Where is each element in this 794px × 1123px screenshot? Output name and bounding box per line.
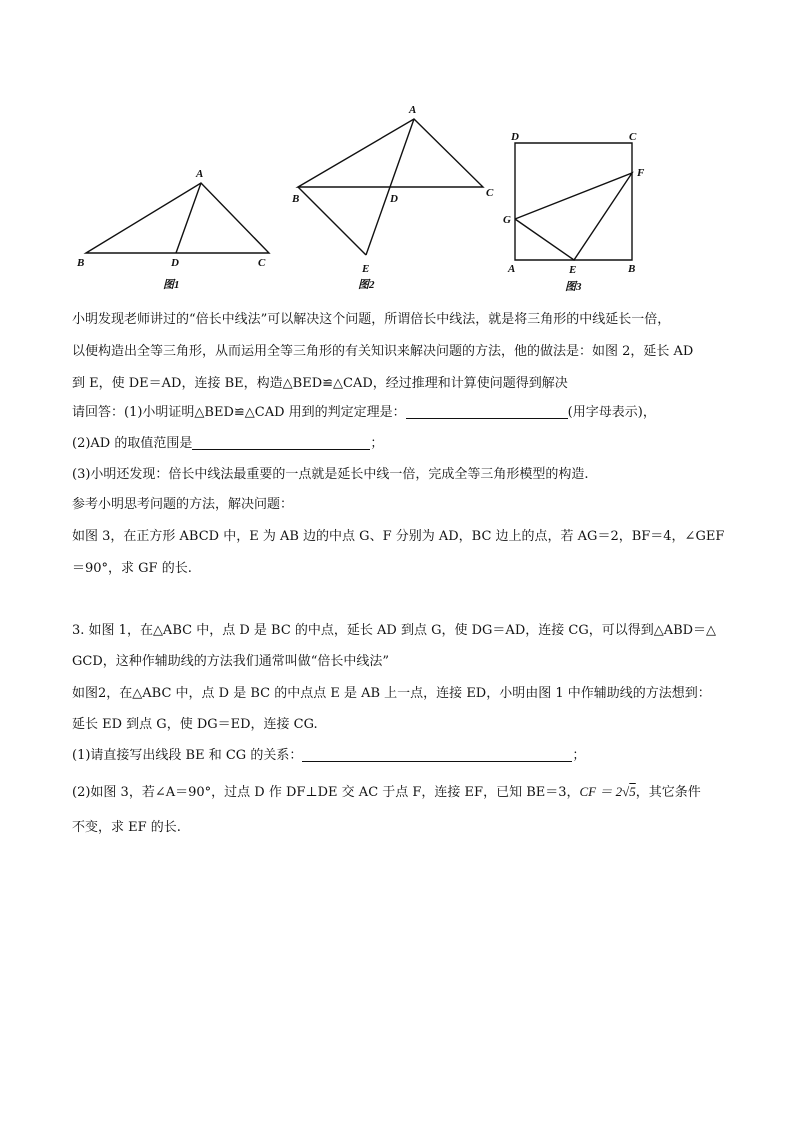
problem-3-fig2-line-2: 延长 ED 到点 G，使 DG＝ED，连接 CG. xyxy=(72,717,318,732)
fig3-label-d: D xyxy=(511,131,519,143)
reference-instruction: 参考小明思考问题的方法，解决问题： xyxy=(72,497,294,512)
fig1-label-d: D xyxy=(171,257,179,269)
fig3-label-e: E xyxy=(569,264,577,276)
answer-blank-1[interactable] xyxy=(406,404,568,419)
fig2-label-c: C xyxy=(486,187,494,199)
question-1 xyxy=(72,403,656,423)
fig3-caption: 图3 xyxy=(565,281,582,293)
geometry-figures xyxy=(0,0,794,300)
fig2-triangle-abc xyxy=(298,119,483,187)
fig2-label-e: E xyxy=(362,263,370,275)
problem-3-line-1: 3. 如图 1，在△ABC 中，点 D 是 BC 的中点，延长 AD 到点 G，使 DG＝AD，连接 CG，可以得到△ABD＝△ xyxy=(72,623,717,638)
figure-3 xyxy=(503,131,645,293)
fig3-triangle-gef xyxy=(515,173,632,260)
sqrt-sign: √ xyxy=(622,784,630,799)
fig2-segment-be xyxy=(298,187,366,255)
cf-formula-left: CF ＝ 2 xyxy=(579,784,623,799)
figure-1 xyxy=(76,168,269,291)
problem-fig3-line-1: 如图 3，在正方形 ABCD 中，E 为 AB 边的中点 G、F 分别为 AD，BC 边上的点，若 AG＝2，BF＝4，∠GEF xyxy=(72,529,725,544)
question-2-suffix: ； xyxy=(370,436,384,451)
figure-2 xyxy=(291,104,494,291)
problem-3-question-2-suffix: ，其它条件 xyxy=(635,785,701,800)
question-2 xyxy=(72,434,383,454)
fig1-caption: 图1 xyxy=(163,279,180,291)
fig3-label-b: B xyxy=(628,263,636,275)
paragraph-method-line-2: 以便构造出全等三角形，从而运用全等三角形的有关知识来解决问题的方法，他的做法是：如图 2，延长 AD xyxy=(72,344,694,359)
problem-3-question-1 xyxy=(72,746,585,766)
paragraph-method-line-1: 小明发现老师讲过的“倍长中线法”可以解决这个问题，所谓倍长中线法，就是将三角形的中线延长一倍， xyxy=(72,312,671,327)
fig3-square-abcd xyxy=(515,143,632,260)
question-3: (3)小明还发现：倍长中线法最重要的一点就是延长中线一倍，完成全等三角形模型的构造. xyxy=(72,467,589,482)
answer-blank-2[interactable] xyxy=(192,435,370,450)
question-2-text: (2)AD 的取值范围是 xyxy=(72,436,193,451)
problem-3-question-1-text: (1)请直接写出线段 BE 和 CG 的关系： xyxy=(72,748,303,763)
sqrt-radicand: 5 xyxy=(629,784,636,799)
fig2-label-d: D xyxy=(390,193,398,205)
fig3-label-a: A xyxy=(508,263,516,275)
fig3-label-c: C xyxy=(629,131,637,143)
problem-3-question-1-suffix: ； xyxy=(572,748,586,763)
fig1-label-b: B xyxy=(77,257,85,269)
problem-3-question-2-end: 不变，求 EF 的长. xyxy=(72,820,181,835)
fig2-label-b: B xyxy=(292,193,300,205)
answer-blank-3[interactable] xyxy=(302,747,572,762)
fig3-label-g: G xyxy=(503,214,511,226)
problem-fig3-line-2: ＝90°，求 GF 的长. xyxy=(72,561,192,576)
paragraph-method-line-3: 到 E，使 DE＝AD，连接 BE，构造△BED≌△CAD，经过推理和计算使问题得到解决 xyxy=(72,376,568,391)
fig3-label-f: F xyxy=(637,167,645,179)
fig2-label-a: A xyxy=(409,104,417,116)
fig1-label-c: C xyxy=(258,257,266,269)
fig1-triangle-abc xyxy=(86,183,269,253)
fig1-label-a: A xyxy=(196,168,204,180)
question-1-suffix: (用字母表示)， xyxy=(567,405,656,420)
fig1-median-ad xyxy=(176,183,201,253)
problem-3-question-2-text: (2)如图 3，若∠A＝90°，过点 D 作 DF⊥DE 交 AC 于点 F，连接 EF，已知 BE＝3， xyxy=(72,785,580,800)
problem-3-line-2: GCD，这种作辅助线的方法我们通常叫做“倍长中线法” xyxy=(72,654,390,669)
problem-3-question-2 xyxy=(72,782,701,803)
question-1-text: 请回答：(1)小明证明△BED≌△CAD 用到的判定定理是： xyxy=(72,405,406,420)
cf-formula xyxy=(580,784,636,799)
problem-3-fig2-line-1: 如图2，在△ABC 中，点 D 是 BC 的中点点 E 是 AB 上一点，连接 ED，小明由图 1 中作辅助线的方法想到： xyxy=(72,686,711,701)
fig2-caption: 图2 xyxy=(358,279,375,291)
